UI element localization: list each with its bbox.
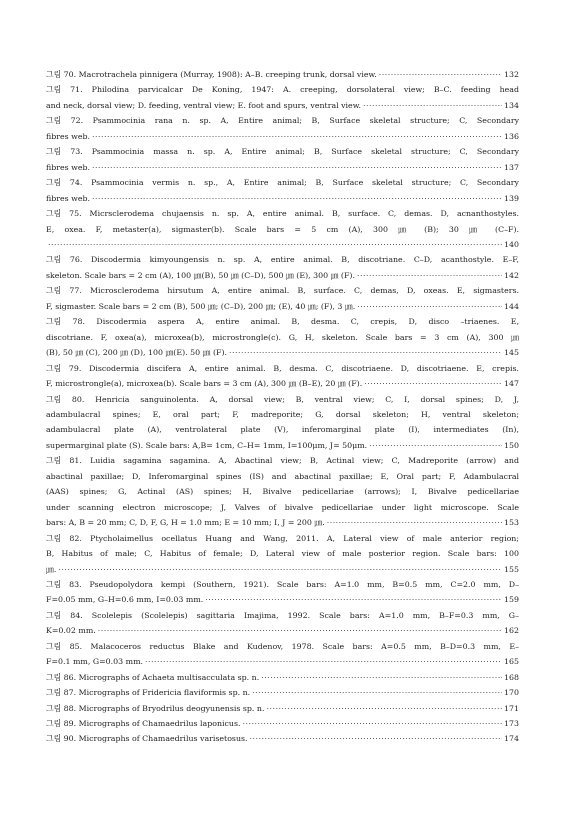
page-number: 174: [504, 734, 519, 744]
entry-line: abactinal paxillae; D, Inferomarginal spines (IS) and abactinal paxillae; E, Oral part; F, Adambulacral: [46, 471, 519, 481]
entry-line: 그림 79. Discodermia discifera A, entire animal. B, desma. C, discotriaene. D, discotriaene. E, crepis.: [46, 363, 519, 373]
dot-leader: [363, 98, 502, 113]
dot-leader: [357, 268, 502, 283]
entry-line: (AAS) spines; G, Actinal (AS) spines; H, Bivalve pedicellariae (arrows); I, Bivalve pedicellariae: [46, 487, 519, 497]
entry-line: adambulacral plate (A), ventrolateral plate (V), inferomarginal plate (I), intermediates (In),: [46, 425, 519, 435]
entry-text: F=0.1 mm, G=0.03 mm.: [46, 657, 144, 667]
figure-entry: [46, 252, 519, 283]
dot-leader: [327, 515, 502, 530]
figure-entry: [46, 453, 519, 530]
dot-leader: [357, 299, 502, 314]
dot-leader: [242, 716, 502, 731]
entry-line: 그림 76. Discodermia kimyoungensis n. sp. A, entire animal. B, discotriane. C–D, acanthostyle. E–F,: [46, 255, 519, 265]
page-number: 137: [504, 162, 519, 172]
page-number: 170: [504, 688, 519, 698]
entry-line: 그림 82. Ptycholaimellus ocellatus Huang and Wang, 2011. A, Lateral view of male anterior region;: [46, 533, 519, 543]
figure-entry: [46, 531, 519, 577]
entry-last-line: [46, 160, 519, 175]
entry-text: F, sigmaster. Scale bars = 2 cm (B), 500 ㎛; (C–D), 200 ㎛; (E), 40 ㎛; (F), 3 ㎛.: [46, 301, 356, 311]
page-number: 144: [504, 301, 519, 311]
entry-text: 그림 89. Micrographs of Chamaedrilus laponicus.: [46, 719, 241, 729]
entry-text: F, microstrongle(a), microxea(b). Scale bars = 3 cm (A), 300 ㎛ (B–E), 20 ㎛ (F).: [46, 379, 363, 389]
page-number: 173: [504, 719, 519, 729]
entry-last-line: [46, 98, 519, 113]
entry-last-line: [46, 299, 519, 314]
figure-entry: [46, 314, 519, 360]
page-number: 162: [504, 626, 519, 636]
dot-leader: [92, 129, 502, 144]
entry-line: 그림 80. Henricia sanguinolenta. A, dorsal view; B, ventral view; C, I, dorsal spines; D, J,: [46, 394, 519, 404]
dot-leader: [205, 592, 502, 607]
entry-line: 그림 85. Malacoceros reductus Blake and Kudenov, 1978. Scale bars: A=0.5 mm, B–D=0.3 mm, E–: [46, 641, 519, 651]
page-number: 136: [504, 131, 519, 141]
entry-last-line: [46, 731, 519, 746]
dot-leader: [229, 345, 502, 360]
figure-entry: [46, 716, 519, 731]
page-number: 147: [504, 379, 519, 389]
figure-entry: [46, 639, 519, 670]
entry-last-line: [46, 237, 519, 252]
dot-leader: [92, 160, 502, 175]
figure-entry: [46, 361, 519, 392]
entry-line: B, Habitus of male; C, Habitus of female; D, Lateral view of male posterior region. Scale bars: 100: [46, 549, 519, 559]
dot-leader: [369, 438, 502, 453]
entry-last-line: [46, 191, 519, 206]
entry-last-line: [46, 438, 519, 453]
entry-last-line: [46, 376, 519, 391]
page-number: 132: [504, 70, 519, 79]
entry-line: 그림 77. Microsclerodema hirsutum A, entire animal. B, surface. C, demas, D, oxeas. E, sigmasters.: [46, 286, 519, 296]
entry-line: under scanning electron microscope; J, Valves of bivalve pedicellariae under light microscope. Scale: [46, 502, 519, 512]
figure-entry: [46, 392, 519, 454]
figure-entry: [46, 577, 519, 608]
dot-leader: [98, 623, 502, 638]
entry-line: 그림 83. Pseudopolydora kempi (Southern, 1921). Scale bars: A=1.0 mm, B=0.5 mm, C=2.0 mm, D–: [46, 579, 519, 589]
dot-leader: [252, 685, 502, 700]
entry-last-line: [46, 623, 519, 638]
dot-leader: [250, 731, 502, 746]
entry-text: (B), 50 ㎛ (C), 200 ㎛ (D), 100 ㎛(E). 50 ㎛ (F).: [46, 348, 227, 358]
entry-text: 그림 90. Micrographs of Chamaedrilus varisetosus.: [46, 734, 248, 744]
entry-last-line: [46, 592, 519, 607]
figure-entry: [46, 608, 519, 639]
figure-entry: [46, 731, 519, 746]
dot-leader: [364, 376, 502, 391]
page-number: 142: [504, 270, 519, 280]
entry-last-line: [46, 67, 519, 82]
entry-line: 그림 73. Psammocinia massa n. sp. A, Entire animal; B, Surface skeletal structure; C, Secondary: [46, 147, 519, 157]
dot-leader: [261, 670, 502, 685]
entry-text: F=0.05 mm, G–H=0.6 mm, I=0.03 mm.: [46, 595, 204, 605]
entry-last-line: [46, 685, 519, 700]
page-number: 155: [504, 564, 519, 574]
page-number: 134: [504, 100, 519, 110]
figure-entry: [46, 144, 519, 175]
page-number: 139: [504, 193, 519, 203]
page-number: 150: [504, 440, 519, 450]
figure-entry: [46, 175, 519, 206]
entry-line: 그림 71. Philodina parvicalcar De Koning, 1947: A. creeping, dorsolateral view; B–C. feeding head: [46, 85, 519, 95]
entry-text: fibres web.: [46, 162, 91, 172]
entry-text: 그림 88. Micrographs of Bryodrilus deogyunensis sp. n.: [46, 703, 265, 713]
page-number: 168: [504, 672, 519, 682]
entry-line: 그림 78. Discodermia aspera A, entire animal. B, desma. C, crepis, D, disco –triaenes. E,: [46, 317, 519, 327]
entry-text: and neck, dorsal view; D. feeding, ventral view; E. foot and spurs, ventral view.: [46, 100, 361, 110]
entry-text: supermarginal plate (S). Scale bars: A,B= 1cm, C–H= 1mm, I=100μm, J= 50μm.: [46, 440, 368, 450]
figure-entry: [46, 283, 519, 314]
entry-text: K=0.02 mm.: [46, 626, 96, 636]
figure-entry: [46, 206, 519, 252]
entry-text: skeleton. Scale bars = 2 cm (A), 100 ㎛(B), 50 ㎛ (C–D), 500 ㎛ (E), 300 ㎛ (F).: [46, 270, 355, 280]
entry-line: E, oxea. F, metaster(a), sigmaster(b). Scale bars = 5 cm (A), 300 ㎛ (B); 30 ㎛ (C–F).: [46, 224, 519, 234]
entry-last-line: [46, 701, 519, 716]
figure-entry: [46, 113, 519, 144]
entry-line: 그림 75. Micrsclerodema chujaensis n. sp. A, entire animal. B, surface. C, demas. D, acnanthostyles.: [46, 209, 519, 219]
dot-leader: [145, 654, 502, 669]
entry-last-line: [46, 345, 519, 360]
dot-leader: [48, 237, 502, 252]
entry-line: 그림 74. Psammocinia vermis n. sp., A, Entire animal; B, Surface skeletal structure; C, Secondary: [46, 178, 519, 188]
entry-last-line: [46, 562, 519, 577]
entry-text: 그림 86. Micrographs of Achaeta multisacculata sp. n.: [46, 672, 260, 682]
figure-entry: [46, 701, 519, 716]
entry-last-line: [46, 670, 519, 685]
entry-last-line: [46, 515, 519, 530]
entry-last-line: [46, 716, 519, 731]
dot-leader: [58, 562, 502, 577]
entry-text: fibres web.: [46, 131, 91, 141]
entry-text: 그림 87. Micrographs of Fridericia flaviformis sp. n.: [46, 688, 251, 698]
page-number: 171: [504, 703, 519, 713]
figure-entry: [46, 685, 519, 700]
entry-line: 그림 72. Psammocinia rana n. sp. A, Entire animal; B, Surface skeletal structure; C, Secondary: [46, 116, 519, 126]
dot-leader: [266, 701, 502, 716]
page-number: 145: [504, 348, 519, 358]
figure-entry: [46, 670, 519, 685]
page-number: 159: [504, 595, 519, 605]
entry-line: 그림 84. Scolelepis (Scolelepis) sagittaria Imajima, 1992. Scale bars: A=1.0 mm, B–F=0.3 mm, G–: [46, 610, 519, 620]
page-number: 165: [504, 657, 519, 667]
entry-last-line: [46, 654, 519, 669]
entry-line: discotriane. F, oxea(a), microxea(b), microstrongle(c). G, H, skeleton. Scale bars = 3 cm (A), 300 ㎛: [46, 332, 519, 342]
entry-text: ㎛.: [46, 564, 57, 574]
page-number: 140: [504, 239, 519, 249]
entry-line: adambulacral spines; E, oral part; F, madreporite; G, dorsal skeleton; H, ventral skeleton;: [46, 409, 519, 419]
page-number: 153: [504, 518, 519, 528]
entry-line: 그림 81. Luidia sagamina sagamina. A, Abactinal view; B, Actinal view; C, Madreporite (arrow) and: [46, 456, 519, 466]
figure-entry: [46, 67, 519, 82]
entry-text: 그림 70. Macrotrachela pinnigera (Murray, 1908): A–B. creeping trunk, dorsal view.: [46, 70, 377, 79]
figure-list: [46, 67, 519, 747]
entry-last-line: [46, 268, 519, 283]
entry-text: bars: A, B = 20 mm; C, D, F, G, H = 1.0 mm; E = 10 mm; I, J = 200 ㎛.: [46, 518, 325, 528]
dot-leader: [379, 67, 502, 82]
figure-entry: [46, 82, 519, 113]
entry-text: fibres web.: [46, 193, 91, 203]
entry-last-line: [46, 129, 519, 144]
dot-leader: [92, 191, 502, 206]
